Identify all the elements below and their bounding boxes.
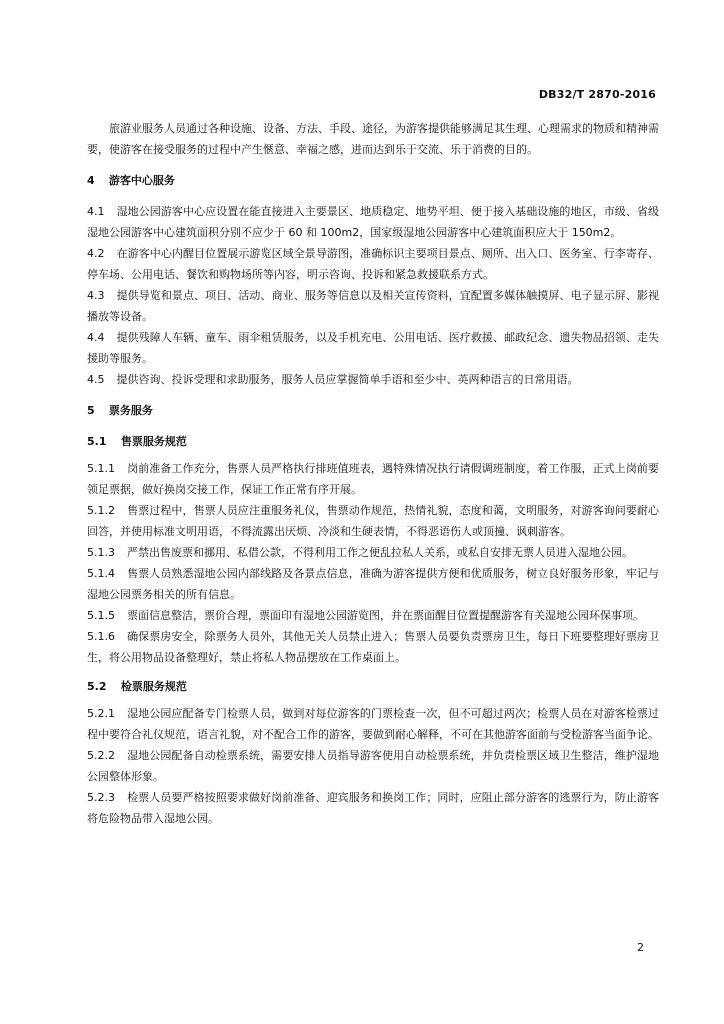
section-4-clauses	[87, 201, 659, 390]
clause-text: 售票人员熟悉湿地公园内部线路及各景点信息，准确为游客提供方便和优质服务，树立良好服务形象，牢记与湿地公园票务相关的所有信息。	[87, 567, 659, 601]
clause-text: 票面信息整洁，票价合理，票面印有湿地公园游览图，并在票面醒目位置提醒游客有关湿地公园环保事项。	[127, 609, 644, 622]
clause-text: 提供咨询、投诉受理和求助服务，服务人员应掌握简单手语和至少中、英两种语言的日常用语。	[116, 373, 579, 386]
subsection-5-2-clauses	[87, 703, 659, 829]
clause-number: 5.1.1	[87, 462, 115, 475]
clause-number: 4.5	[87, 373, 105, 386]
subsection-5-1-heading	[87, 431, 659, 452]
subsection-5-1-clauses	[87, 458, 659, 668]
clause	[87, 285, 659, 327]
clause-number: 4.4	[87, 331, 105, 344]
clause-number: 4.2	[87, 247, 105, 260]
clause-number: 5.2.3	[87, 791, 115, 804]
clause-text: 售票过程中，售票人员应注重服务礼仪，售票动作规范，热情礼貌，态度和蔼，文明服务，对游客询问要耐心回答，并使用标准文明用语，不得流露出厌烦、冷淡和生硬表情，不得恶语伤人或顶撞、讽刺游客。	[87, 504, 659, 538]
clause-number: 5.1.4	[87, 567, 115, 580]
clause	[87, 542, 659, 563]
intro-paragraph: 旅游业服务人员通过各种设施、设备、方法、手段、途径，为游客提供能够满足其生理、心理需求的物质和精神需要，使游客在接受服务的过程中产生愜意、幸福之感，进而达到乐于交流、乐于消费的目的。	[87, 122, 659, 156]
clause-number: 5.1.3	[87, 546, 115, 559]
section-title: 游客中心服务	[108, 174, 175, 187]
clause	[87, 563, 659, 605]
clause	[87, 243, 659, 285]
subsection-title: 检票服务规范	[120, 680, 187, 693]
clause-number: 5.2.1	[87, 707, 115, 720]
section-5-heading	[87, 400, 659, 421]
clause-text: 提供残障人车辆、童车、雨伞租赁服务，以及手机充电、公用电话、医疗救援、邮政纪念、遗失物品招领、走失援助等服务。	[87, 331, 659, 365]
subsection-number: 5.1	[87, 435, 107, 448]
clause-text: 湿地公园应配备专门检票人员，做到对每位游客的门票检查一次，但不可超过两次；检票人员在对游客检票过程中要符合礼仪规范，语言礼貌，对不配合工作的游客，要做到耐心解释，不可在其他游客面前与受检游客当面争论。	[87, 707, 659, 741]
clause-number: 5.1.2	[87, 504, 115, 517]
clause-number: 5.1.6	[87, 630, 115, 643]
clause	[87, 500, 659, 542]
page-content	[87, 118, 659, 829]
clause-number: 5.2.2	[87, 749, 115, 762]
clause-text: 湿地公园游客中心应设置在能直接进入主要景区、地质稳定、地势平坦、便于接入基础设施的地区，市级、省级湿地公园游客中心建筑面积分别不应少于 60 和 100m2，国家级湿地公园游客中心建筑面积应大于 150m2。	[87, 205, 659, 239]
clause	[87, 201, 659, 243]
section-number: 4	[87, 174, 95, 187]
clause	[87, 626, 659, 668]
clause-text: 检票人员要严格按照要求做好岗前准备、迎宾服务和换岗工作；同时，应阻止部分游客的逃票行为，防止游客将危险物品带入湿地公园。	[87, 791, 659, 825]
clause-text: 提供导览和景点、项目、活动、商业、服务等信息以及相关宣传资料，宜配置多媒体触摸屏、电子显示屏、影视播放等设备。	[87, 289, 659, 323]
clause	[87, 605, 659, 626]
subsection-5-2-heading	[87, 676, 659, 697]
standard-number: DB32/T 2870-2016	[538, 88, 656, 101]
clause-text: 确保票房安全，除票务人员外，其他无关人员禁止进入；售票人员要负责票房卫生，每日下班要整理好票房卫生，将公用物品设备整理好，禁止将私人物品摆放在工作桌面上。	[87, 630, 659, 664]
subsection-number: 5.2	[87, 680, 107, 693]
clause-text: 严禁出售废票和挪用、私借公款，不得利用工作之便乱拉私人关系，或私自安排无票人员进入湿地公园。	[127, 546, 633, 559]
clause	[87, 369, 659, 390]
page-number: 2	[637, 941, 644, 954]
clause-number: 4.3	[87, 289, 105, 302]
clause	[87, 458, 659, 500]
section-title: 票务服务	[108, 404, 153, 417]
clause	[87, 745, 659, 787]
clause-number: 4.1	[87, 205, 105, 218]
clause-text: 在游客中心内醒目位置展示游览区域全景导游图，准确标识主要项目景点、厕所、出入口、医务室、行李寄存、停车场、公用电话、餐饮和购物场所等内容，明示咨询、投诉和紧急救援联系方式。	[87, 247, 659, 281]
clause-number: 5.1.5	[87, 609, 115, 622]
subsection-title: 售票服务规范	[120, 435, 187, 448]
clause	[87, 327, 659, 369]
clause-text: 岗前准备工作充分，售票人员严格执行排班值班表，遇特殊情况执行请假调班制度，着工作服，正式上岗前要领足票据，做好换岗交接工作，保证工作正常有序开展。	[87, 462, 659, 496]
section-number: 5	[87, 404, 95, 417]
clause	[87, 787, 659, 829]
section-4-heading	[87, 170, 659, 191]
clause-text: 湿地公园配备自动检票系统，需要安排人员指导游客使用自动检票系统，并负责检票区域卫生整洁，维护湿地公园整体形象。	[87, 749, 659, 783]
clause	[87, 703, 659, 745]
